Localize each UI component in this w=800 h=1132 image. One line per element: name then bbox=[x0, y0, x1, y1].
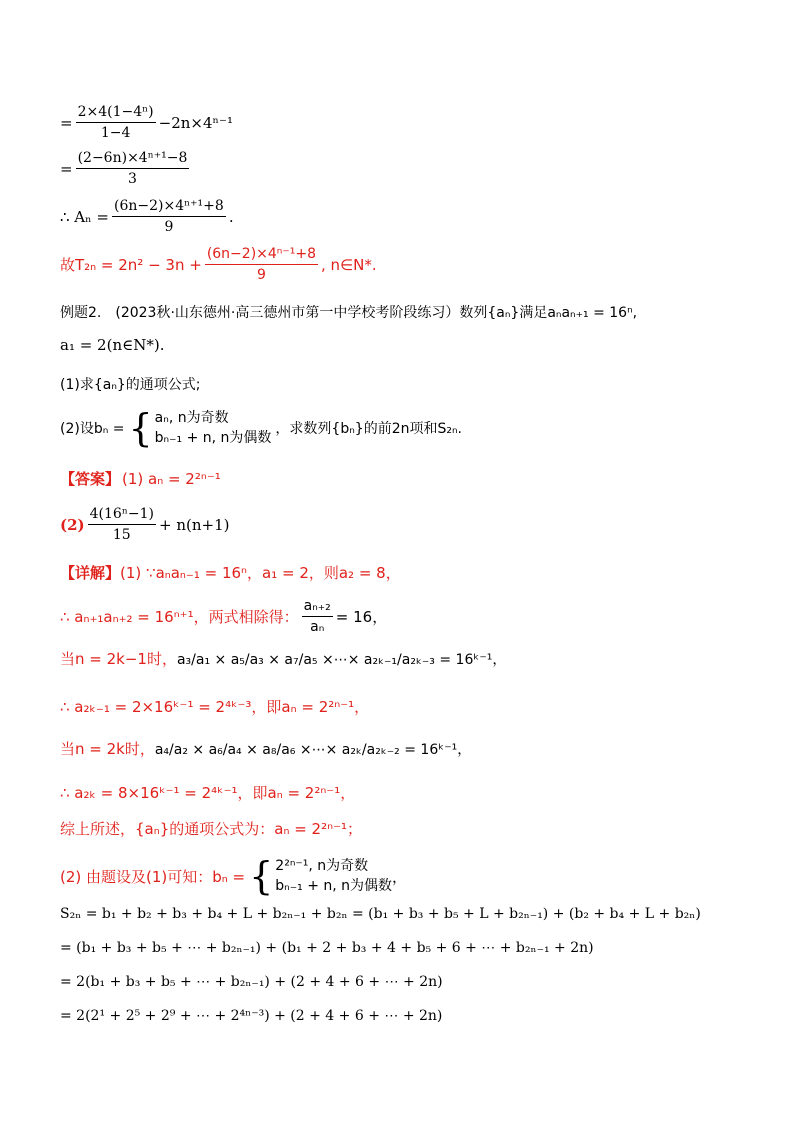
sum-line-1: S₂ₙ = b₁ + b₂ + b₃ + b₄ + L + b₂ₙ₋₁ + b₂ₙ = (b₁ + b₃ + b₅ + L + b₂ₙ₋₁) + (b₂ + b₄ + L + b₂ₙ) bbox=[60, 906, 701, 922]
line-4: 故T₂ₙ = 2n² − 3n + $\frac{\text{(6n−2)×4ⁿ⁻¹+8}}{9}$ , n∈N*. bbox=[60, 246, 377, 283]
detail-8: (2) 由题设及(1)可知：bₙ = { 2²ⁿ⁻¹, n为奇数 bₙ₋₁ + n, n为偶数 ， bbox=[60, 854, 408, 898]
question-2: (2)设bₙ = { aₙ, n为奇数 bₙ₋₁ + n, n为偶数 ，求数列{bₙ}的前2n项和S₂ₙ. bbox=[60, 406, 463, 450]
detail-4: ∴ a₂ₖ₋₁ = 2×16ᵏ⁻¹ = 2⁴ᵏ⁻³，即aₙ = 2²ⁿ⁻¹， bbox=[60, 698, 370, 716]
equals: = bbox=[60, 113, 73, 132]
fraction: $\frac{\text{(6n−2)×4ⁿ⁺¹+8}}{9}$ bbox=[113, 198, 224, 235]
fraction: $\frac{\text{aₙ₊₂}}{\text{aₙ}}$ bbox=[303, 598, 331, 635]
line-1 bbox=[60, 104, 233, 141]
sum-line-2: = (b₁ + b₃ + b₅ + ⋯ + b₂ₙ₋₁) + (b₁ + 2 + b₃ + 4 + b₅ + 6 + ⋯ + b₂ₙ₋₁ + 2n) bbox=[60, 940, 594, 956]
piecewise: { 2²ⁿ⁻¹, n为奇数 bₙ₋₁ + n, n为偶数 bbox=[249, 854, 393, 898]
piecewise: { aₙ, n为奇数 bₙ₋₁ + n, n为偶数 bbox=[128, 406, 272, 450]
expr-tail: −2n×4ⁿ⁻¹ bbox=[158, 113, 233, 132]
detail-2: ∴ aₙ₊₁aₙ₊₂ = 16ⁿ⁺¹，两式相除得： $\frac{\text{aₙ₊₂}}{\text{aₙ}}$ = 16， bbox=[60, 598, 388, 635]
detail-6: ∴ a₂ₖ = 8×16ᵏ⁻¹ = 2⁴ᵏ⁻¹，即aₙ = 2²ⁿ⁻¹， bbox=[60, 784, 356, 802]
detail-1: 【详解】 (1) ∵aₙaₙ₋₁ = 16ⁿ，a₁ = 2，则a₂ = 8， bbox=[60, 564, 401, 582]
detail-3: 当n = 2k−1时， a₃/a₁ × a₅/a₃ × a₇/a₅ ×⋯× a₂ₖ₋₁/a₂ₖ₋₃ = 16ᵏ⁻¹， bbox=[60, 650, 507, 668]
example-line-2: a₁ = 2(n∈N*). bbox=[60, 336, 165, 354]
fraction: $\frac{\text{(2−6n)×4ⁿ⁺¹−8}}{3}$ bbox=[77, 150, 188, 187]
detail-7: 综上所述，{aₙ}的通项公式为：aₙ = 2²ⁿ⁻¹； bbox=[60, 820, 362, 838]
answer-1: 【答案】 (1) aₙ = 2²ⁿ⁻¹ bbox=[60, 469, 221, 488]
line-2: = $\frac{\text{(2−6n)×4ⁿ⁺¹−8}}{3}$ bbox=[60, 150, 188, 187]
answer-label: 【答案】 bbox=[60, 470, 121, 488]
fraction: $\frac{\text{2×4(1−4ⁿ)}}{1-4}$ bbox=[77, 104, 154, 141]
example-heading: 例题2. (2023秋·山东德州·高三德州市第一中学校考阶段练习）数列{aₙ}满足aₙaₙ₊₁ = 16ⁿ, bbox=[60, 305, 638, 321]
fraction: $\frac{\text{(6n−2)×4ⁿ⁻¹+8}}{9}$ bbox=[206, 246, 317, 283]
line-3: ∴ Aₙ = $\frac{\text{(6n−2)×4ⁿ⁺¹+8}}{9}$ . bbox=[60, 198, 234, 235]
sum-line-3: = 2(b₁ + b₃ + b₅ + ⋯ + b₂ₙ₋₁) + (2 + 4 + 6 + ⋯ + 2n) bbox=[60, 974, 443, 990]
fraction: $\frac{\text{4(16ⁿ−1)}}{15}$ bbox=[89, 506, 154, 543]
detail-5: 当n = 2k时， a₄/a₂ × a₆/a₄ × a₈/a₆ ×⋯× a₂ₖ/a₂ₖ₋₂ = 16ᵏ⁻¹， bbox=[60, 740, 472, 758]
question-1: (1)求{aₙ}的通项公式; bbox=[60, 377, 201, 393]
detail-label: 【详解】 bbox=[60, 564, 121, 582]
sum-line-4: = 2(2¹ + 2⁵ + 2⁹ + ⋯ + 2⁴ⁿ⁻³) + (2 + 4 + 6 + ⋯ + 2n) bbox=[60, 1008, 443, 1024]
answer-2: (2) $\frac{\text{4(16ⁿ−1)}}{15}$ + n(n+1) bbox=[60, 506, 230, 543]
